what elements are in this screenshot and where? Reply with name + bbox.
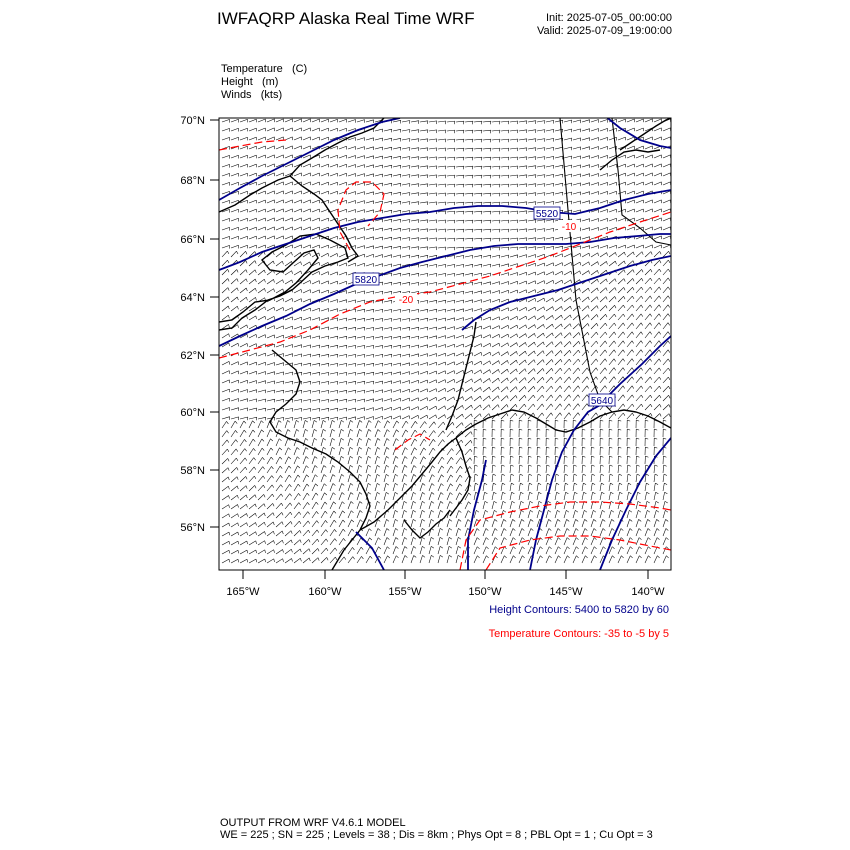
field-temperature: Temperature (C)	[221, 63, 308, 75]
map-title: IWFAQRP Alaska Real Time WRF	[217, 9, 475, 28]
field-winds: Winds (kts)	[221, 89, 283, 101]
field-height: Height (m)	[221, 76, 279, 88]
init-time: Init: 2025-07-05_00:00:00	[546, 12, 672, 24]
map-plot-area	[219, 112, 671, 570]
valid-time: Valid: 2025-07-09_19:00:00	[537, 25, 672, 37]
